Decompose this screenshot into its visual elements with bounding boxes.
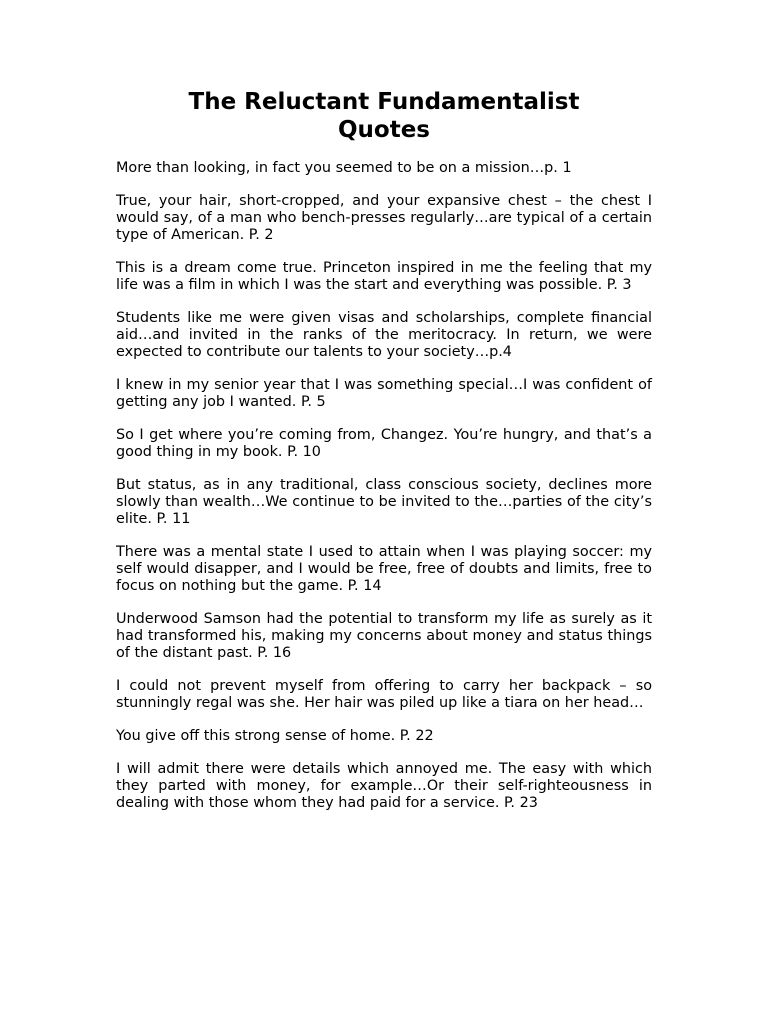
quote-paragraph: This is a dream come true. Princeton inspired in me the feeling that my life was a film in which I was the start and everything was possible. P. 3	[116, 260, 652, 293]
quote-paragraph: I knew in my senior year that I was something special…I was confident of getting any job I wanted. P. 5	[116, 377, 652, 410]
quote-paragraph: Students like me were given visas and scholarships, complete financial aid…and invited in the ranks of the meritocracy. In return, we were expected to contribute our talents to your society…p.4	[116, 310, 652, 360]
quote-paragraph: You give off this strong sense of home. P. 22	[116, 728, 434, 744]
document-title	[116, 88, 652, 144]
quote-paragraph: So I get where you’re coming from, Changez. You’re hungry, and that’s a good thing in my book. P. 10	[116, 427, 652, 460]
quote-paragraph: True, your hair, short-cropped, and your expansive chest – the chest I would say, of a man who bench-presses regularly…are typical of a certain type of American. P. 2	[116, 193, 652, 243]
title-line-2: Quotes	[337, 117, 430, 143]
quote-paragraph: More than looking, in fact you seemed to be on a mission…p. 1	[116, 160, 572, 176]
quote-paragraph: Underwood Samson had the potential to transform my life as surely as it had transformed his, making my concerns about money and status things of the distant past. P. 16	[116, 611, 652, 661]
quote-paragraph: There was a mental state I used to attain when I was playing soccer: my self would disapper, and I would be free, free of doubts and limits, free to focus on nothing but the game. P. 14	[116, 544, 652, 594]
quotes-list	[116, 160, 652, 828]
quote-paragraph: I could not prevent myself from offering to carry her backpack – so stunningly regal was she. Her hair was piled up like a tiara on her head…	[116, 678, 652, 711]
quote-paragraph: I will admit there were details which annoyed me. The easy with which they parted with money, for example…Or their self-righteousness in dealing with those whom they had paid for a service. P. 23	[116, 761, 652, 811]
quote-paragraph: But status, as in any traditional, class conscious society, declines more slowly than wealth…We continue to be invited to the…parties of the city’s elite. P. 11	[116, 477, 652, 527]
title-line-1: The Reluctant Fundamentalist	[188, 89, 580, 115]
